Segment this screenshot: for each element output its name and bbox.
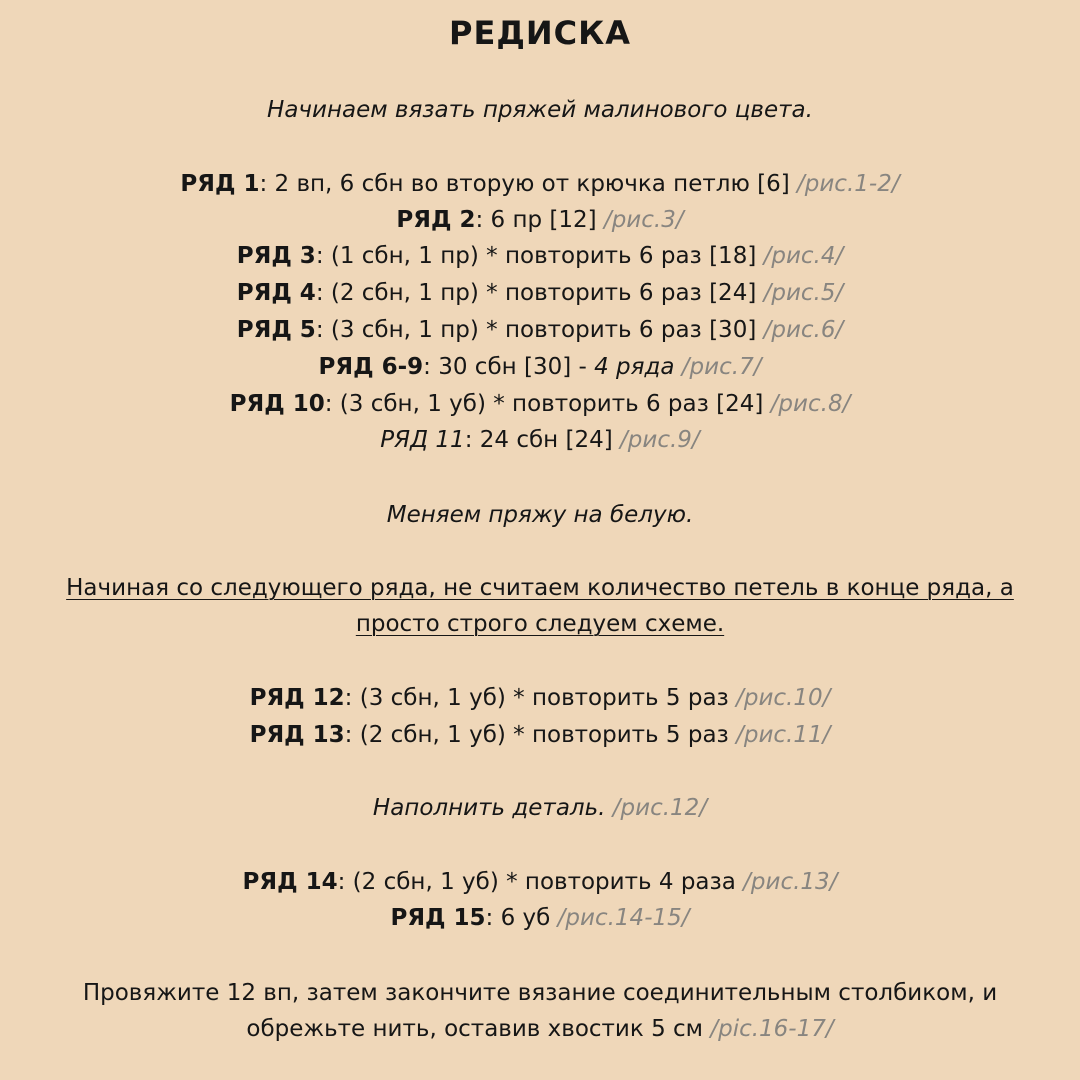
row-label: РЯД 14 [242,869,338,895]
picture-ref: /рис.13/ [743,869,838,895]
row-text: : 6 уб [485,905,558,931]
note-line-1: Начиная со следующего ряда, не считаем количество петель в конце ряда, а [66,575,1014,601]
picture-ref: /рис.11/ [736,722,831,748]
row-line [40,422,1040,458]
row-label: РЯД 11 [380,427,465,453]
row-label: РЯД 12 [249,685,345,711]
final-line-2 [40,1011,1040,1047]
row-text: : (2 сбн, 1 уб) * повторить 4 раза [337,869,744,895]
row-text: : 2 вп, 6 сбн во вторую от крючка петлю [6] [259,171,798,197]
picture-ref: /рис.6/ [763,317,844,343]
picture-ref: /рис.9/ [620,427,700,453]
picture-ref: /рис.8/ [770,391,851,417]
row-text: : 30 сбн [30] - [423,354,595,380]
picture-ref: /рис.7/ [674,354,762,380]
final-line-2-text: обрежьте нить, оставив хвостик 5 см [246,1016,711,1042]
row-line [40,238,1040,274]
note-line-2 [40,606,1040,642]
fill-line [40,790,1040,826]
row-label: РЯД 10 [229,391,325,417]
row-extra: 4 ряда [594,354,675,380]
row-text: : (3 сбн, 1 уб) * повторить 5 раз [344,685,737,711]
final-line-1: Провяжите 12 вп, затем закончите вязание соединительным столбиком, и [82,980,998,1006]
picture-ref: /pic.16-17/ [710,1016,834,1042]
row-label: РЯД 4 [236,280,316,306]
picture-ref: /рис.14-15/ [557,905,690,931]
picture-ref: /рис.10/ [736,685,831,711]
row-line [40,312,1040,348]
picture-ref: /рис.5/ [763,280,844,306]
row-label: РЯД 6-9 [318,354,424,380]
row-text: : (3 сбн, 1 пр) * повторить 6 раз [30] [315,317,764,343]
note-line-2-text: просто строго следуем схеме. [355,611,725,637]
row-label: РЯД 2 [396,207,476,233]
row-label: РЯД 5 [236,317,316,343]
row-label: РЯД 3 [236,243,316,269]
row-text: : (1 сбн, 1 пр) * повторить 6 раз [18] [315,243,764,269]
row-label: РЯД 13 [249,722,345,748]
row-line [40,275,1040,311]
intro-text: Начинаем вязать пряжей малинового цвета. [267,97,813,123]
row-line [40,386,1040,422]
row-text: : 24 сбн [24] [464,427,621,453]
picture-ref: /рис.12/ [612,795,708,821]
row-text: : (2 сбн, 1 уб) * повторить 5 раз [344,722,737,748]
picture-ref: /рис.4/ [763,243,844,269]
row-line [40,864,1040,900]
fill-text: Наполнить деталь. [372,795,613,821]
picture-ref: /рис.1-2/ [797,171,900,197]
page-title: РЕДИСКА [449,14,631,52]
row-line [40,349,1040,385]
row-line [40,166,1040,202]
row-text: : 6 пр [12] [475,207,604,233]
row-text: : (2 сбн, 1 пр) * повторить 6 раз [24] [315,280,764,306]
row-line [40,717,1040,753]
row-label: РЯД 1 [180,171,260,197]
row-text: : (3 сбн, 1 уб) * повторить 6 раз [24] [324,391,771,417]
row-line [40,900,1040,936]
row-line [40,680,1040,716]
picture-ref: /рис.3/ [603,207,684,233]
row-label: РЯД 15 [390,905,486,931]
row-line [40,202,1040,238]
change-yarn-text: Меняем пряжу на белую. [386,502,694,528]
